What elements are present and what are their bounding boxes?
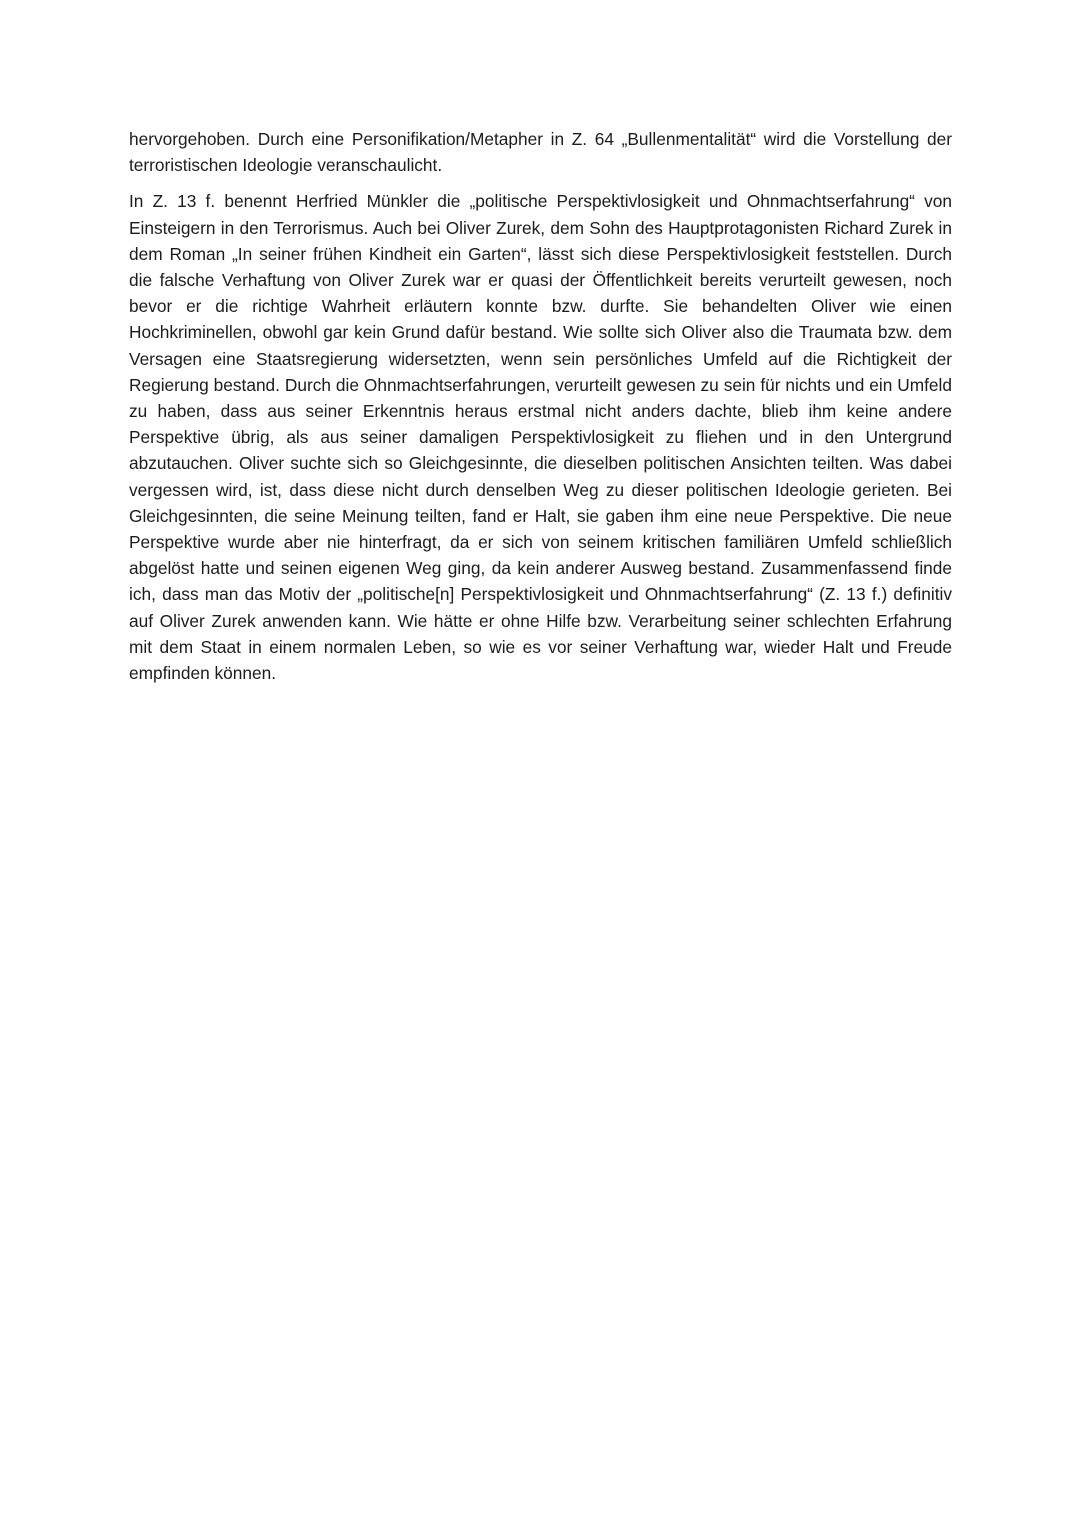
document-body xyxy=(129,126,952,686)
paragraph-muenkler-analysis: In Z. 13 f. benennt Herfried Münkler die „politische Perspektivlosigkeit und Ohnmachtserfahrung“ von Einsteigern in den Terrorismus. Auch bei Oliver Zurek, dem Sohn des Hauptprotagonisten Richard Zurek in dem Roman „In seiner frühen Kindheit ein Garten“, lässt sich diese Perspektivlosigkeit feststellen. Durch die falsche Verhaftung von Oliver Zurek war er quasi der Öffentlichkeit bereits verurteilt gewesen, noch bevor er die richtige Wahrheit erläutern konnte bzw. durfte. Sie behandelten Oliver wie einen Hochkriminellen, obwohl gar kein Grund dafür bestand. Wie sollte sich Oliver also die Traumata bzw. dem Versagen eine Staatsregierung widersetzten, wenn sein persönliches Umfeld auf die Richtigkeit der Regierung bestand. Durch die Ohnmachtserfahrungen, verurteilt gewesen zu sein für nichts und ein Umfeld zu haben, dass aus seiner Erkenntnis heraus erstmal nicht anders dachte, blieb ihm keine andere Perspektive übrig, als aus seiner damaligen Perspektivlosigkeit zu fliehen und in den Untergrund abzutauchen. Oliver suchte sich so Gleichgesinnte, die dieselben politischen Ansichten teilten. Was dabei vergessen wird, ist, dass diese nicht durch denselben Weg zu dieser politischen Ideologie gerieten. Bei Gleichgesinnten, die seine Meinung teilten, fand er Halt, sie gaben ihm eine neue Perspektive. Die neue Perspektive wurde aber nie hinterfragt, da er sich von seinem kritischen familiären Umfeld schließlich abgelöst hatte und seinen eigenen Weg ging, da kein anderer Ausweg bestand. Zusammenfassend finde ich, dass man das Motiv der „politische[n] Perspektivlosigkeit und Ohnmachtserfahrung“ (Z. 13 f.) definitiv auf Oliver Zurek anwenden kann. Wie hätte er ohne Hilfe bzw. Verarbeitung seiner schlechten Erfahrung mit dem Staat in einem normalen Leben, so wie es vor seiner Verhaftung war, wieder Halt und Freude empfinden können. xyxy=(129,191,952,684)
paragraph-continuation: hervorgehoben. Durch eine Personifikation/Metapher in Z. 64 „Bullenmentalität“ wird die Vorstellung der terroristischen Ideologie veranschaulicht. xyxy=(129,129,952,176)
